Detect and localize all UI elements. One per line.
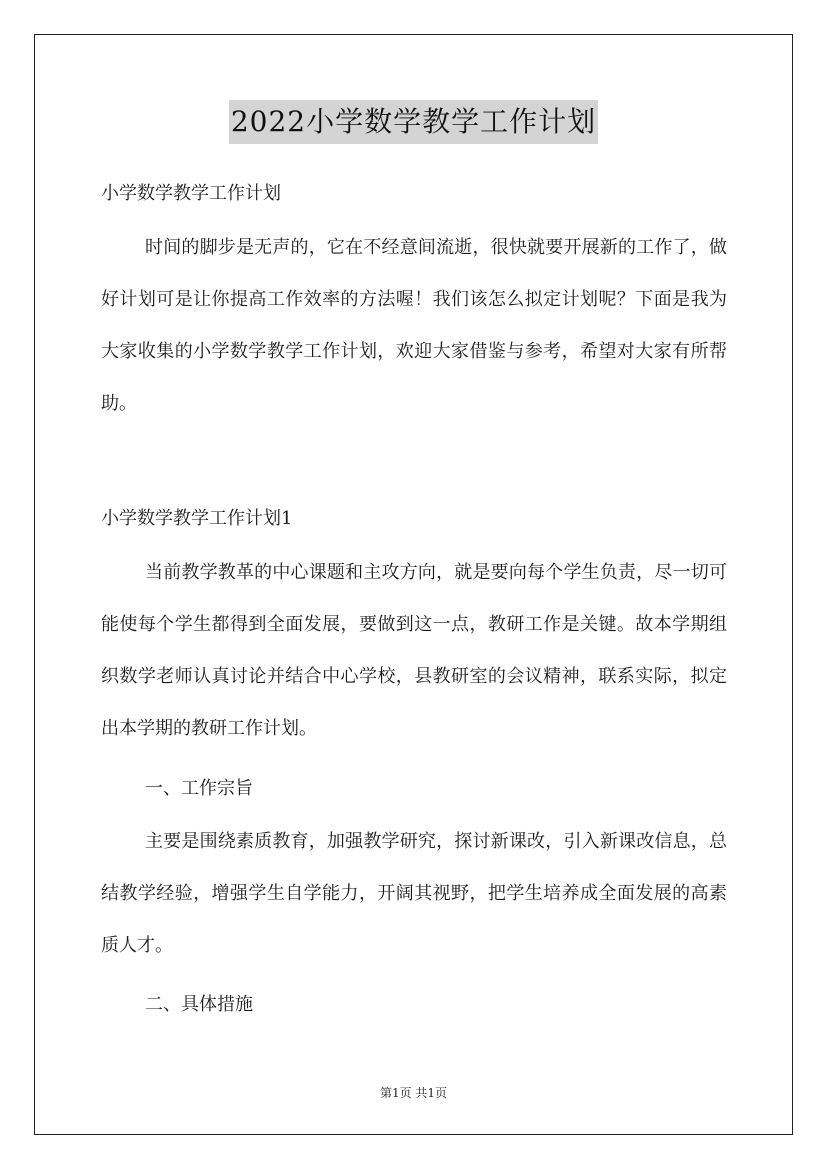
item-1-heading: 一、工作宗旨 [145,778,253,799]
section-1-heading: 小学数学教学工作计划1 [101,508,293,529]
title-container [0,100,827,144]
intro-paragraph: 时间的脚步是无声的，它在不经意间流逝，很快就要开展新的工作了，做好计划可是让你提高工作效率的方法喔！我们该怎么拟定计划呢？下面是我为大家收集的小学数学教学工作计划，欢迎大家借鉴与参考，希望对大家有所帮助。 [101,237,727,414]
document-subtitle: 小学数学教学工作计划 [101,183,281,204]
section-1-paragraph: 当前教学教革的中心课题和主攻方向，就是要向每个学生负责，尽一切可能使每个学生都得到全面发展，要做到这一点，教研工作是关键。故本学期组织数学老师认真讨论并结合中心学校，县教研室的会议精神，联系实际，拟定出本学期的教研工作计划。 [101,562,727,739]
item-1-paragraph: 主要是围绕素质教育，加强教学研究，探讨新课改，引入新课改信息，总结教学经验，增强学生自学能力，开阔其视野，把学生培养成全面发展的高素质人才。 [101,831,727,956]
page-footer: 第1页 共1页 [379,1086,448,1100]
item-2-heading: 二、具体措施 [145,994,253,1015]
document-title: 2022小学数学教学工作计划 [229,100,598,144]
